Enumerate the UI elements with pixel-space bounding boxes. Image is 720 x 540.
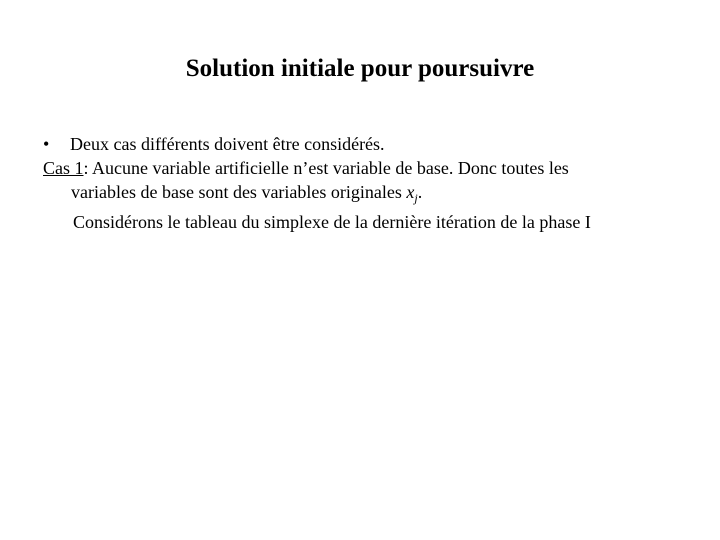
case-line-1 (43, 156, 683, 180)
slide-content (43, 132, 683, 234)
case-text-line2: variables de base sont des variables originales (71, 182, 407, 202)
case-text-line1: Aucune variable artificielle n’est variable de base. Donc toutes les (92, 158, 569, 178)
line2-end: . (417, 182, 423, 202)
consider-line: Considérons le tableau du simplexe de la dernière itération de la phase I (73, 212, 591, 232)
bullet-text: Deux cas différents doivent être considérés. (70, 134, 385, 154)
variable-subscript-j: j (414, 191, 418, 205)
variable-x: x (406, 182, 415, 202)
case-label: Cas 1 (43, 158, 84, 178)
bullet-symbol: • (43, 134, 50, 154)
bullet-item (43, 132, 683, 156)
case-line-2 (43, 180, 683, 210)
slide-title: Solution initiale pour poursuivre (185, 55, 535, 82)
case-colon: : (83, 158, 93, 178)
